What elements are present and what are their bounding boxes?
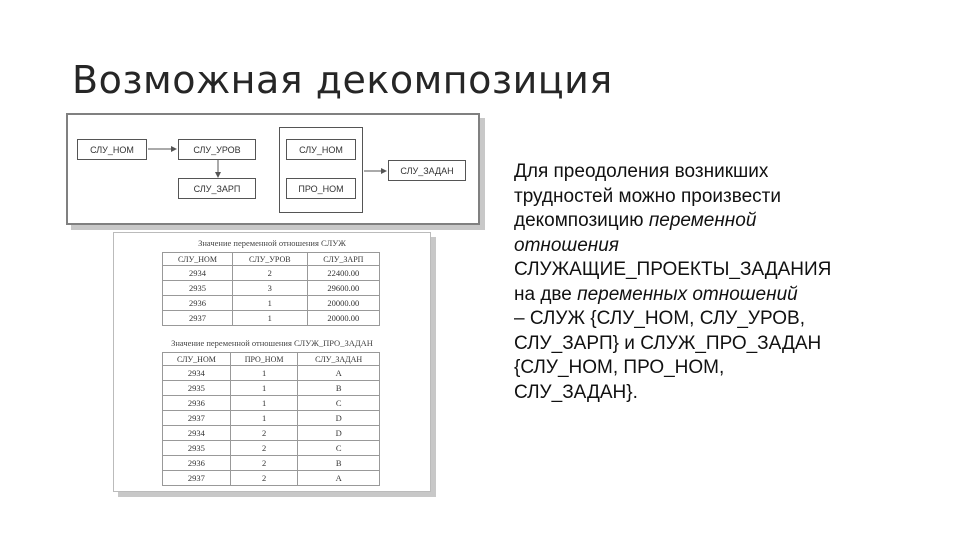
table-row (163, 441, 380, 456)
table-header-row (163, 253, 380, 266)
table-sluzh-caption: Значение переменной отношения СЛУЖ (198, 238, 346, 248)
table-sluzh-pro-zadan-caption: Значение переменной отношения СЛУЖ_ПРО_ЗАДАН (171, 338, 373, 348)
table-cell: A (298, 471, 380, 486)
table-cell: D (298, 411, 380, 426)
header-cell: СЛУ_НОМ (163, 253, 233, 266)
body-line (514, 283, 924, 308)
table-cell: A (298, 366, 380, 381)
body-line: СЛУ_ЗАРП} и СЛУЖ_ПРО_ЗАДАН (514, 332, 822, 354)
table-row (163, 471, 380, 486)
table-cell: C (298, 396, 380, 411)
table-cell: 2936 (163, 296, 233, 311)
table-cell: 2 (232, 266, 307, 281)
table-cell: 2935 (163, 381, 231, 396)
decomposition-diagram (66, 113, 480, 225)
body-line-part: на две (514, 283, 578, 305)
box-slu-nom-key: СЛУ_НОМ (286, 139, 356, 160)
table-cell: 1 (232, 311, 307, 326)
table-cell: 2934 (163, 266, 233, 281)
table-row (163, 366, 380, 381)
header-cell: СЛУ_УРОВ (232, 253, 307, 266)
table-cell: 3 (232, 281, 307, 296)
table-cell: 1 (230, 381, 298, 396)
box-slu-zadan: СЛУ_ЗАДАН (388, 160, 466, 181)
relation-tables (113, 232, 431, 492)
table-cell: 20000.00 (307, 296, 379, 311)
body-line (514, 234, 924, 259)
table-cell: 2936 (163, 396, 231, 411)
body-line: {СЛУ_НОМ, ПРО_НОМ, (514, 357, 725, 378)
table-cell: 1 (230, 396, 298, 411)
table-row (163, 281, 380, 296)
body-text (514, 160, 924, 405)
table-cell: B (298, 456, 380, 471)
body-line: СЛУЖАЩИЕ_ПРОЕКТЫ_ЗАДАНИЯ (514, 259, 832, 280)
table-header-row (163, 353, 380, 366)
table-cell: C (298, 441, 380, 456)
table-row (163, 411, 380, 426)
table-cell: 2934 (163, 426, 231, 441)
table-cell: 1 (230, 366, 298, 381)
table-sluzh-pro-zadan (162, 352, 380, 486)
box-pro-nom: ПРО_НОМ (286, 178, 356, 199)
box-slu-nom: СЛУ_НОМ (77, 139, 147, 160)
table-row (163, 381, 380, 396)
body-line (514, 209, 924, 234)
table-cell: 1 (232, 296, 307, 311)
table-sluzh (162, 252, 380, 326)
table-cell: 2935 (163, 441, 231, 456)
body-line: трудностей можно произвести (514, 185, 781, 207)
table-row (163, 456, 380, 471)
body-line-emphasis: переменных отношений (577, 283, 798, 305)
box-slu-zarp: СЛУ_ЗАРП (178, 178, 256, 199)
table-cell: 2 (230, 471, 298, 486)
table-cell: 22400.00 (307, 266, 379, 281)
table-row (163, 311, 380, 326)
table-row (163, 426, 380, 441)
table-cell: 29600.00 (307, 281, 379, 296)
table-cell: 2937 (163, 471, 231, 486)
body-line-part: декомпозицию (514, 210, 649, 231)
box-slu-urov: СЛУ_УРОВ (178, 139, 256, 160)
table-cell: 20000.00 (307, 311, 379, 326)
slide-title: Возможная декомпозиция (72, 58, 613, 102)
table-cell: B (298, 381, 380, 396)
table-cell: 2934 (163, 366, 231, 381)
body-line: Для преодоления возникших (514, 161, 769, 182)
header-cell: СЛУ_ЗАДАН (298, 353, 380, 366)
table-cell: 1 (230, 411, 298, 426)
table-cell: 2937 (163, 311, 233, 326)
table-row (163, 266, 380, 281)
table-cell: 2936 (163, 456, 231, 471)
body-line: СЛУ_ЗАДАН}. (514, 381, 638, 403)
body-line-emphasis: переменной (648, 210, 757, 231)
table-cell: 2935 (163, 281, 233, 296)
header-cell: СЛУ_НОМ (163, 353, 231, 366)
table-cell: 2 (230, 426, 298, 441)
body-line: – СЛУЖ {СЛУ_НОМ, СЛУ_УРОВ, (514, 308, 805, 329)
header-cell: СЛУ_ЗАРП (307, 253, 379, 266)
table-row (163, 396, 380, 411)
table-cell: 2 (230, 441, 298, 456)
table-cell: D (298, 426, 380, 441)
table-cell: 2937 (163, 411, 231, 426)
header-cell: ПРО_НОМ (230, 353, 298, 366)
body-line-emphasis: отношения (514, 234, 619, 256)
table-row (163, 296, 380, 311)
table-cell: 2 (230, 456, 298, 471)
